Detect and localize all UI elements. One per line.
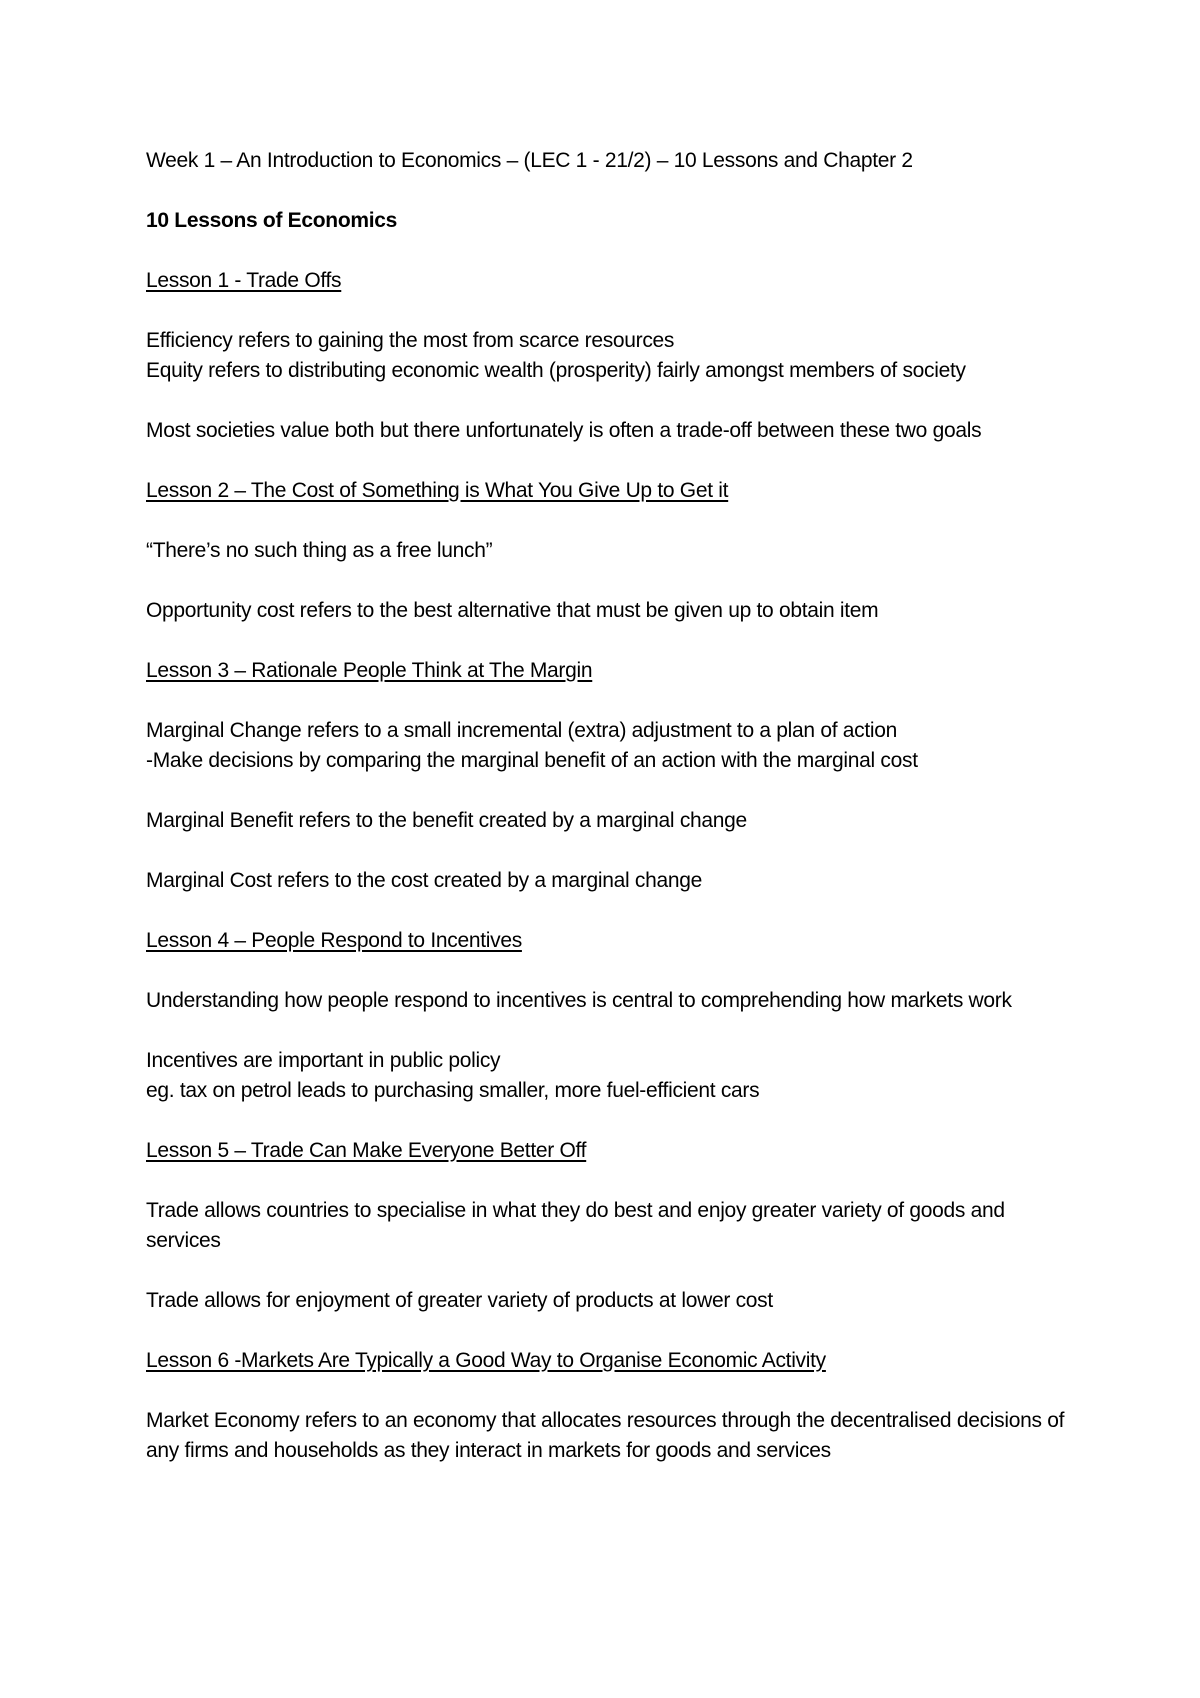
spacer (146, 1256, 1066, 1286)
spacer (146, 686, 1066, 716)
lesson-5-heading: Lesson 5 – Trade Can Make Everyone Better Off (146, 1139, 587, 1162)
lesson-4-public-policy: Incentives are important in public policy (146, 1049, 501, 1072)
lesson-3-decisions: -Make decisions by comparing the marginal benefit of an action with the marginal cost (146, 749, 918, 772)
lesson-6-market-economy: Market Economy refers to an economy that allocates resources through the decentralised decisions of any firms and households as they interact in markets for goods and services (146, 1409, 1065, 1462)
lesson-3-marginal-cost: Marginal Cost refers to the cost created by a marginal change (146, 869, 702, 892)
lesson-4-example: eg. tax on petrol leads to purchasing smaller, more fuel-efficient cars (146, 1079, 760, 1102)
spacer (146, 446, 1066, 476)
lesson-3-heading: Lesson 3 – Rationale People Think at The Margin (146, 659, 593, 682)
lesson-5-variety: Trade allows for enjoyment of greater variety of products at lower cost (146, 1289, 773, 1312)
lesson-6-heading: Lesson 6 -Markets Are Typically a Good Way to Organise Economic Activity (146, 1349, 826, 1372)
lesson-1-efficiency: Efficiency refers to gaining the most from scarce resources (146, 329, 675, 352)
spacer (146, 386, 1066, 416)
spacer (146, 1376, 1066, 1406)
spacer (146, 236, 1066, 266)
section-title: 10 Lessons of Economics (146, 209, 398, 232)
lesson-4-heading: Lesson 4 – People Respond to Incentives (146, 929, 522, 952)
spacer (146, 1106, 1066, 1136)
spacer (146, 1316, 1066, 1346)
spacer (146, 1166, 1066, 1196)
lesson-1-equity: Equity refers to distributing economic wealth (prosperity) fairly amongst members of society (146, 359, 966, 382)
spacer (146, 176, 1066, 206)
spacer (146, 776, 1066, 806)
lesson-4-incentives-central: Understanding how people respond to incentives is central to comprehending how markets work (146, 989, 1012, 1012)
spacer (146, 1016, 1066, 1046)
document-page (146, 146, 1066, 1466)
document-title: Week 1 – An Introduction to Economics – (LEC 1 - 21/2) – 10 Lessons and Chapter 2 (146, 149, 913, 172)
lesson-2-quote: “There’s no such thing as a free lunch” (146, 539, 493, 562)
lesson-1-tradeoff: Most societies value both but there unfortunately is often a trade-off between these two goals (146, 419, 982, 442)
spacer (146, 626, 1066, 656)
spacer (146, 836, 1066, 866)
lesson-3-marginal-benefit: Marginal Benefit refers to the benefit created by a marginal change (146, 809, 747, 832)
spacer (146, 296, 1066, 326)
lesson-3-marginal-change: Marginal Change refers to a small incremental (extra) adjustment to a plan of action (146, 719, 898, 742)
lesson-1-heading: Lesson 1 - Trade Offs (146, 269, 342, 292)
lesson-2-opportunity-cost: Opportunity cost refers to the best alternative that must be given up to obtain item (146, 599, 879, 622)
lesson-2-heading: Lesson 2 – The Cost of Something is What You Give Up to Get it (146, 479, 729, 502)
spacer (146, 566, 1066, 596)
spacer (146, 896, 1066, 926)
spacer (146, 956, 1066, 986)
lesson-5-specialise: Trade allows countries to specialise in what they do best and enjoy greater variety of goods and services (146, 1199, 1005, 1252)
spacer (146, 506, 1066, 536)
